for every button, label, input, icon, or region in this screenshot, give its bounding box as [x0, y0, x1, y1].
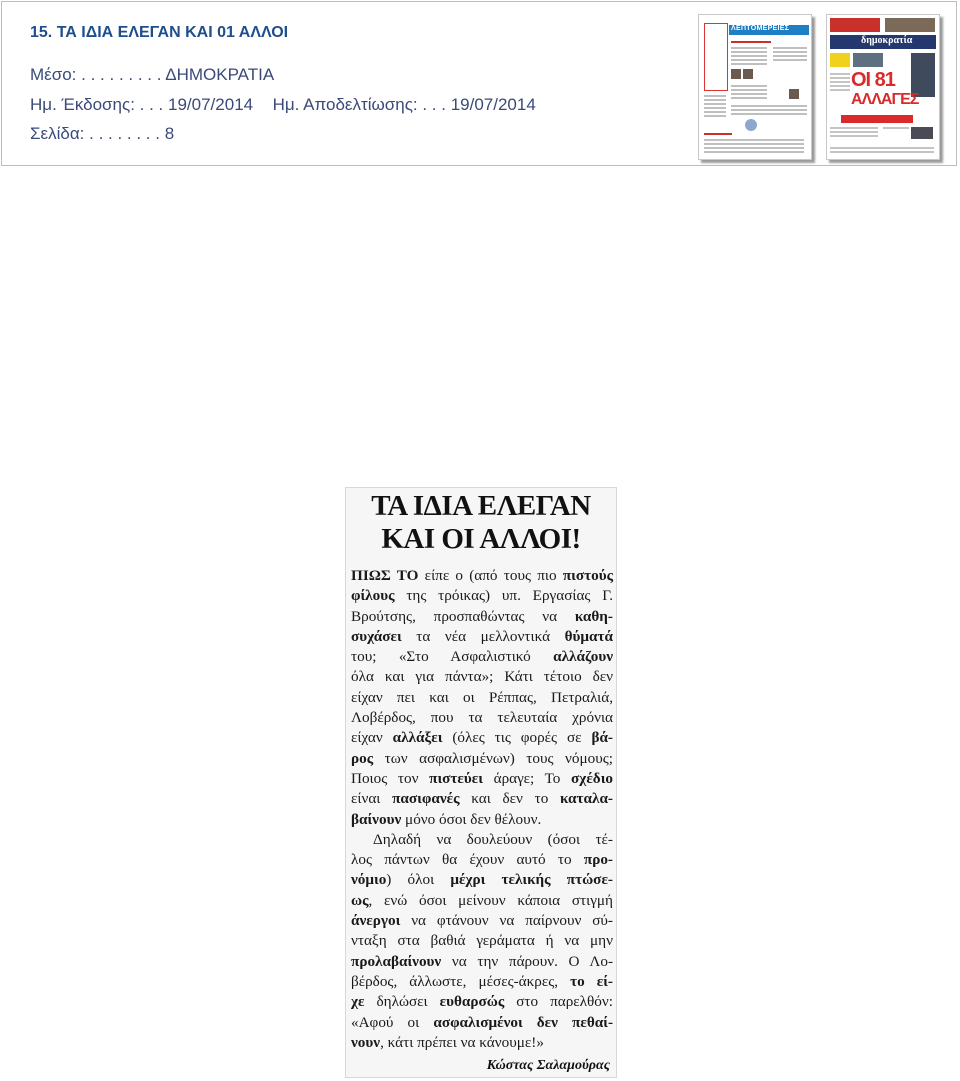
clip-date-dots: . . . [422, 95, 446, 114]
article-clipping [345, 487, 617, 1078]
article-line: Λοβέρδος, που τα τελευταία χρόνια [351, 709, 613, 727]
article-line: συχάσει τα νέα μελλοντικά θύματά [351, 627, 613, 645]
article-line: Ποιος τον πιστεύει άραγε; Το σχέδιο [351, 769, 613, 787]
article-author: Κώστας Σαλαμούρας [486, 1058, 610, 1073]
front-headline-2: ΑΛΛΑΓΕΣ [851, 91, 919, 108]
article-line: νταξη στα βαθιά γεράματα ή να μην [351, 932, 613, 950]
article-line: βέρδος, άλλωστε, μέσες-άκρες, το εί- [351, 972, 613, 990]
article-line: βαίνουν μόνο όσοι δεν θέλουν. [351, 810, 542, 828]
clipping-title: 15. ΤΑ ΙΔΙΑ ΕΛΕΓΑΝ ΚΑΙ 01 ΑΛΛΟΙ [30, 24, 289, 41]
inner-page-thumbnail[interactable] [698, 14, 812, 160]
article-line: προλαβαίνουν να την πάρουν. Ο Λο- [351, 952, 613, 970]
article-line: νουν, κάτι πρέπει να κάνουμε!» [351, 1033, 544, 1051]
article-line: λος πάντων θα έχουν αυτό το προ- [351, 851, 613, 869]
article-line: ΠΙΩΣ ΤΟ είπε ο (από τους πιο πιστούς [351, 567, 613, 584]
issue-date-dots: . . . [139, 95, 164, 114]
article-line: χε δηλώσει ευθαρσώς στο παρελθόν: [351, 993, 613, 1011]
page-label: Σελίδα: [30, 124, 85, 143]
article-line: νόμιο) όλοι μέχρι τελικής πτώσε- [351, 871, 613, 889]
issue-date-value: 19/07/2014 [168, 95, 254, 114]
front-masthead: δημοκρατία [861, 35, 913, 46]
medium-dots: . . . . . . . . . [81, 65, 162, 84]
article-line: του; «Στο Ασφαλιστικό αλλάζουν [351, 648, 613, 666]
article-body [351, 566, 613, 1053]
clipping-header [1, 1, 957, 166]
page-row [30, 124, 174, 144]
medium-label: Μέσο: [30, 65, 77, 84]
page-dots: . . . . . . . . [89, 124, 160, 143]
article-line: όλα και για πάντα»; Κάτι τέτοιο δεν [351, 668, 613, 686]
article-line: Βρούτσης, προσπαθώντας να καθη- [351, 607, 613, 625]
article-line: ρος των ασφαλισμένων) τους νόμους; [351, 749, 613, 767]
front-page-thumbnail[interactable] [826, 14, 940, 160]
medium-value: ΔΗΜΟΚΡΑΤΙΑ [165, 65, 275, 84]
article-line: ως, ενώ όσοι μείνουν κάποια στιγμή [351, 891, 613, 909]
page-value: 8 [164, 124, 175, 143]
article-line: άνεργοι να φτάνουν να παίρνουν σύ- [351, 912, 613, 930]
article-line: είχαν αλλάξει (όλες τις φορές σε βά- [351, 729, 613, 747]
dates-row [30, 95, 536, 115]
headline-line-1: ΤΑ ΙΔΙΑ ΕΛΕΓΑΝ [371, 490, 591, 522]
issue-date-label: Ημ. Έκδοσης: [30, 95, 135, 114]
article-line: φίλους της τρόικας) υπ. Εργασίας Γ. [351, 587, 613, 605]
headline-line-2: ΚΑΙ ΟΙ ΑΛΛΟΙ! [381, 523, 581, 555]
inner-page-heading: ΛΕΠΤΟΜΕΡΕΙΕΣ [731, 25, 790, 32]
article-line: «Αφού οι ασφαλισμένοι δεν πεθαί- [351, 1013, 613, 1031]
medium-row [30, 65, 274, 85]
clip-date-label: Ημ. Αποδελτίωσης: [272, 95, 418, 114]
article-headline [346, 490, 616, 556]
article-line: είχαν πει και οι Ρέππας, Πετραλιά, [351, 688, 613, 706]
article-line: είναι πασιφανές και δεν το καταλα- [351, 790, 613, 808]
article-line: Δηλαδή να δουλεύουν (όσοι τέ- [373, 830, 613, 848]
clip-date-value: 19/07/2014 [450, 95, 536, 114]
front-headline-1: ΟΙ 81 [851, 69, 895, 91]
